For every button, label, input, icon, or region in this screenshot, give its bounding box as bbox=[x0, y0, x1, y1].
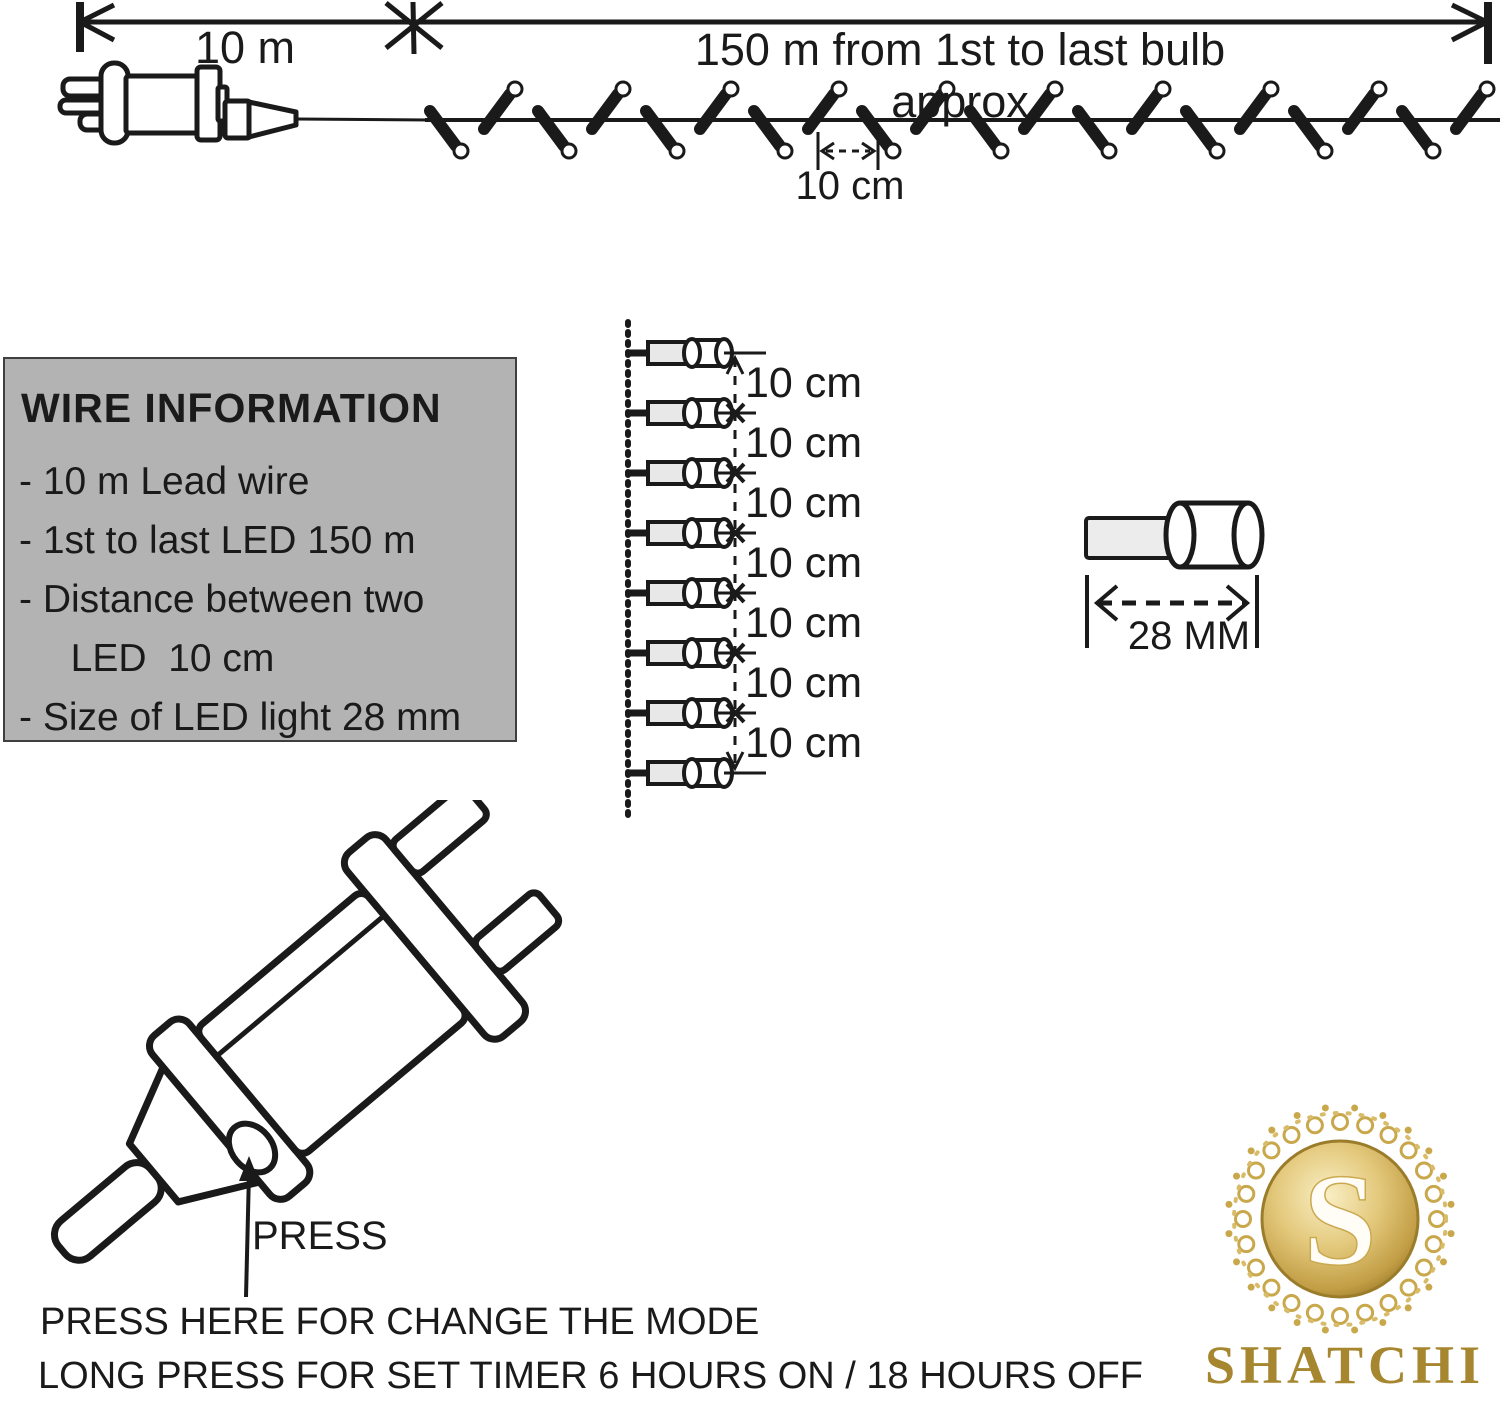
string-length-label: 150 m from 1st to last bulb approx bbox=[694, 24, 1226, 127]
press-label: PRESS bbox=[252, 1214, 388, 1258]
wire-information-list bbox=[19, 452, 515, 747]
vertical-spacing-label: 10 cm bbox=[745, 479, 863, 527]
vertical-spacing-label: 10 cm bbox=[745, 659, 863, 707]
vertical-spacing-label: 10 cm bbox=[745, 359, 863, 407]
vertical-spacing-label: 10 cm bbox=[745, 539, 863, 587]
brand-name: SHATCHI bbox=[1204, 1335, 1486, 1395]
bulb-spacing-label: 10 cm bbox=[795, 164, 905, 208]
plug-pin-top bbox=[390, 800, 490, 876]
brand-logo-medallion bbox=[1185, 1075, 1500, 1355]
vertical-spacing-label: 10 cm bbox=[745, 419, 863, 467]
wire-info-item: LED 10 cm bbox=[49, 637, 275, 680]
wire-info-item: - Distance between two bbox=[19, 578, 425, 621]
wire-info-item: - 1st to last LED 150 m bbox=[19, 519, 416, 562]
vertical-string-bulbs bbox=[628, 339, 756, 787]
wire-information-box bbox=[3, 357, 517, 742]
bulb-size-label: 28 MM bbox=[1127, 614, 1251, 658]
instruction-line-2: LONG PRESS FOR SET TIMER 6 HOURS ON / 18 HOURS OFF bbox=[38, 1355, 1144, 1397]
plug-pin-bottom bbox=[472, 890, 562, 975]
instruction-line-1: PRESS HERE FOR CHANGE THE MODE bbox=[40, 1301, 760, 1343]
lead-length-label: 10 m bbox=[194, 22, 296, 73]
wire-info-item: - 10 m Lead wire bbox=[19, 460, 310, 503]
brand-monogram: S bbox=[1303, 1146, 1377, 1293]
vertical-spacing-label: 10 cm bbox=[745, 719, 863, 767]
wire-information-title: WIRE INFORMATION bbox=[21, 385, 442, 431]
power-plug-drawing bbox=[60, 63, 296, 143]
bulb-size-diagram bbox=[1030, 470, 1450, 700]
wire-info-item: - Size of LED light 28 mm bbox=[19, 696, 462, 739]
vertical-spacing-label: 10 cm bbox=[745, 599, 863, 647]
